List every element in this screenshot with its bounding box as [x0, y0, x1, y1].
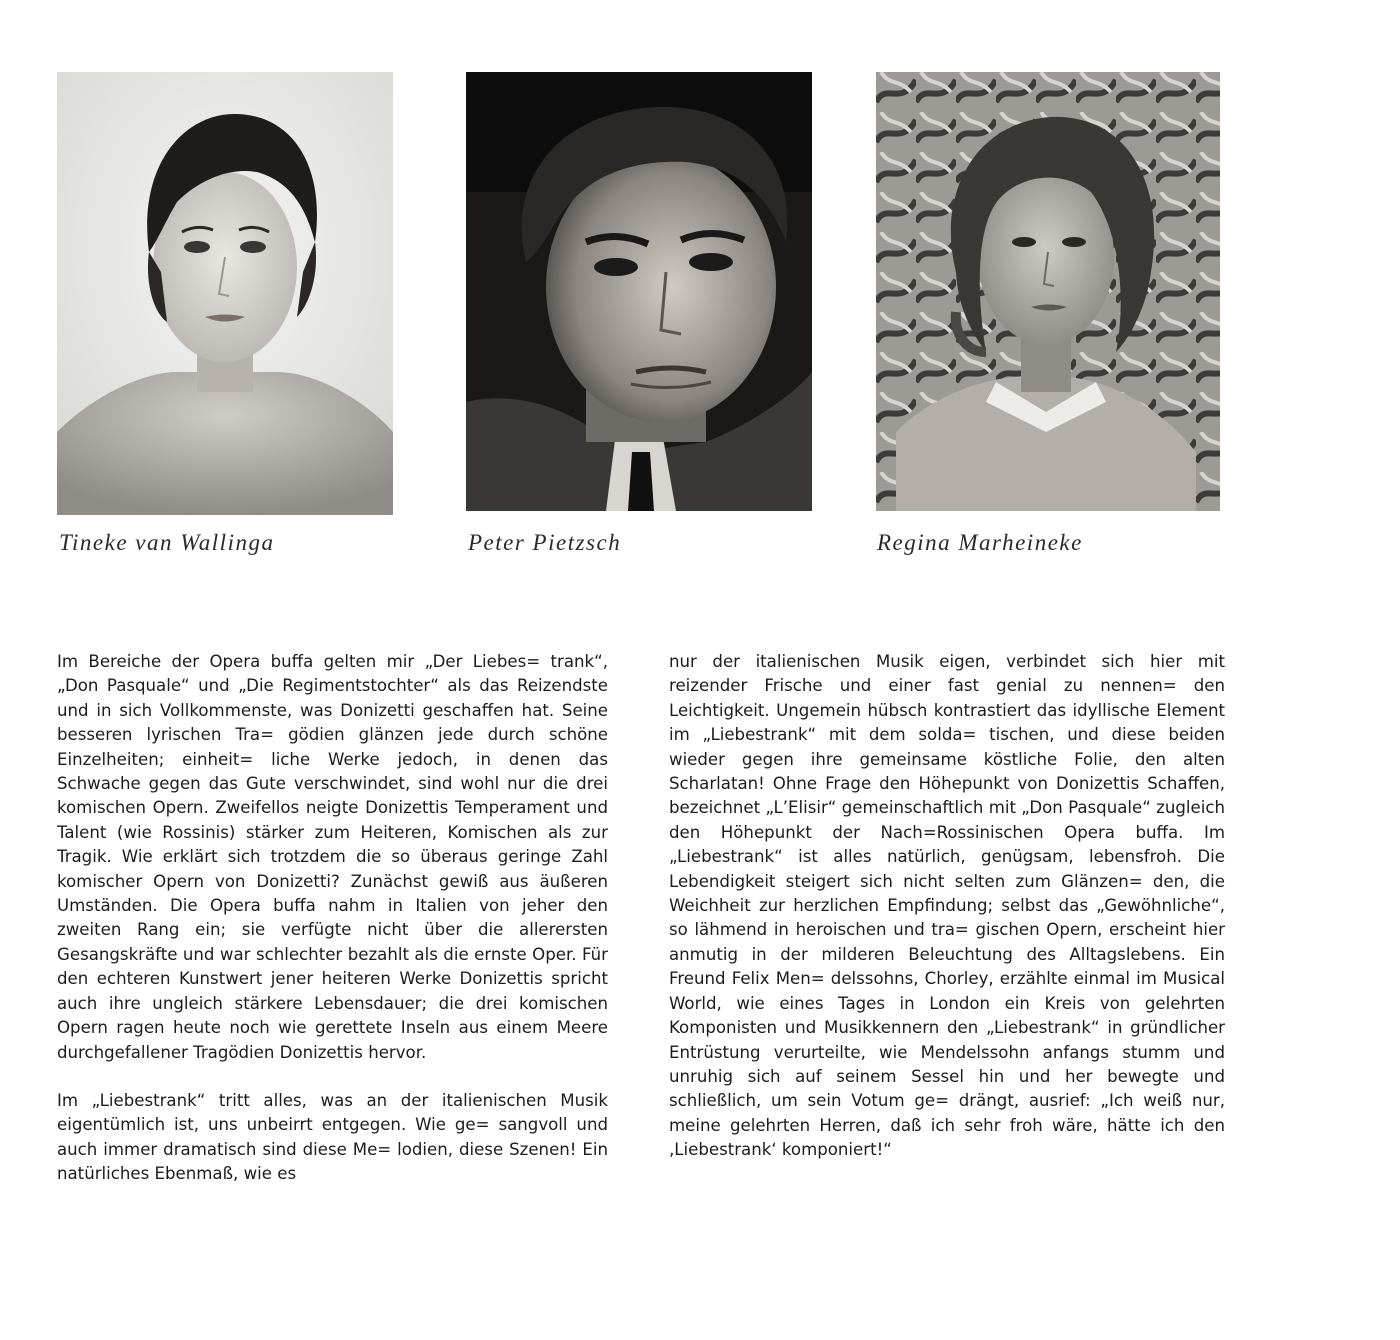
photo-caption-tineke: Tineke van Wallinga — [59, 530, 275, 555]
paragraph: nur der italienischen Musik eigen, verbindet sich hier mit reizender Frische und einer fast genial zu nennen= den Leichtigkeit. Ungemein hübsch kontrastiert das idyllische Element im „Liebestrank“ mit dem solda= tischen, und diese beiden wieder gegen ihre gemeinsame köstliche Folie, den alten Scharlatan! Ohne Frage den Höhepunkt von Donizettis Schaffen, bezeichnet „L’Elisir“ gemeinschaftlich mit „Don Pasquale“ zugleich den Höhepunkt der Nach=Rossinischen Opera buffa. Im „Liebestrank“ ist alles natürlich, genügsam, lebensfroh. Die Lebendigkeit steigert sich nicht selten zum Glänzen= den, die Weichheit zur herzlichen Empfindung; selbst das „Gewöhnliche“, so lähmend in heroischen und tra= gischen Opern, erscheint hier anmutig in der milderen Beleuchtung des Alltagslebens. Ein Freund Felix Men= delssohns, Chorley, erzählte einmal im Musical World, wie eines Tages in London ein Kreis von gelehrten Komponisten und Musikkennern den „Liebestrank“ in gründlicher Entrüstung verurteilte, wie Mendelssohn anfangs stumm und unruhig sich auf seinem Sessel hin und her bewegte und schließlich, um sein Votum ge= drängt, ausrief: „Ich weiß nur, meine gelehrten Herren, daß ich sehr froh wäre, hätte ich den ‚Liebestrank‘ komponiert!“ — [669, 652, 1225, 1160]
text-column-right — [669, 650, 1225, 1163]
photo-caption-regina: Regina Marheineke — [877, 530, 1083, 555]
paragraph: Im „Liebestrank“ tritt alles, was an der italienischen Musik eigentümlich ist, uns unbeirrt entgegen. Wie ge= sangvoll und auch immer dramatisch sind diese Me= lodien, diese Szenen! Ein natürliches Ebenmaß, wie es — [57, 1090, 608, 1184]
portrait-image — [466, 72, 812, 511]
paragraph: Im Bereiche der Opera buffa gelten mir „Der Liebes= trank“, „Don Pasquale“ und „Die Regimentstochter“ als das Reizendste und in sich Vollkommenste, was Donizetti geschaffen hat. Seine besseren lyrischen Tra= gödien glänzen jede durch schöne Einzelheiten; einheit= liche Werke jedoch, in denen das Schwache gegen das Gute verschwindet, sind wohl nur die drei komischen Opern. Zweifellos neigte Donizettis Temperament und Talent (wie Rossinis) stärker zum Heiteren, Komischen als zur Tragik. Wie erklärt sich trotzdem die so überaus geringe Zahl komischer Opern von Donizetti? Zunächst gewiß aus äußeren Umständen. Die Opera buffa nahm in Italien von jeher den zweiten Rang ein; sie verfügte nicht über die allerersten Gesangskräfte und war schlechter bezahlt als die ernste Oper. Für den echteren Kunstwert jener heiteren Werke Donizettis spricht auch ihre ungleich stärkere Lebensdauer; die drei komischen Opern ragen heute noch wie gerettete Inseln aus einem Meere durchgefallener Tragödien Donizettis hervor. — [57, 652, 608, 1062]
portrait-photo-peter — [466, 72, 812, 511]
portrait-photo-tineke — [57, 72, 393, 515]
portrait-image — [876, 72, 1220, 511]
portrait-photo-regina — [876, 72, 1220, 511]
portrait-image — [57, 72, 393, 515]
text-column-left — [57, 650, 608, 1187]
photo-caption-peter: Peter Pietzsch — [468, 530, 622, 555]
